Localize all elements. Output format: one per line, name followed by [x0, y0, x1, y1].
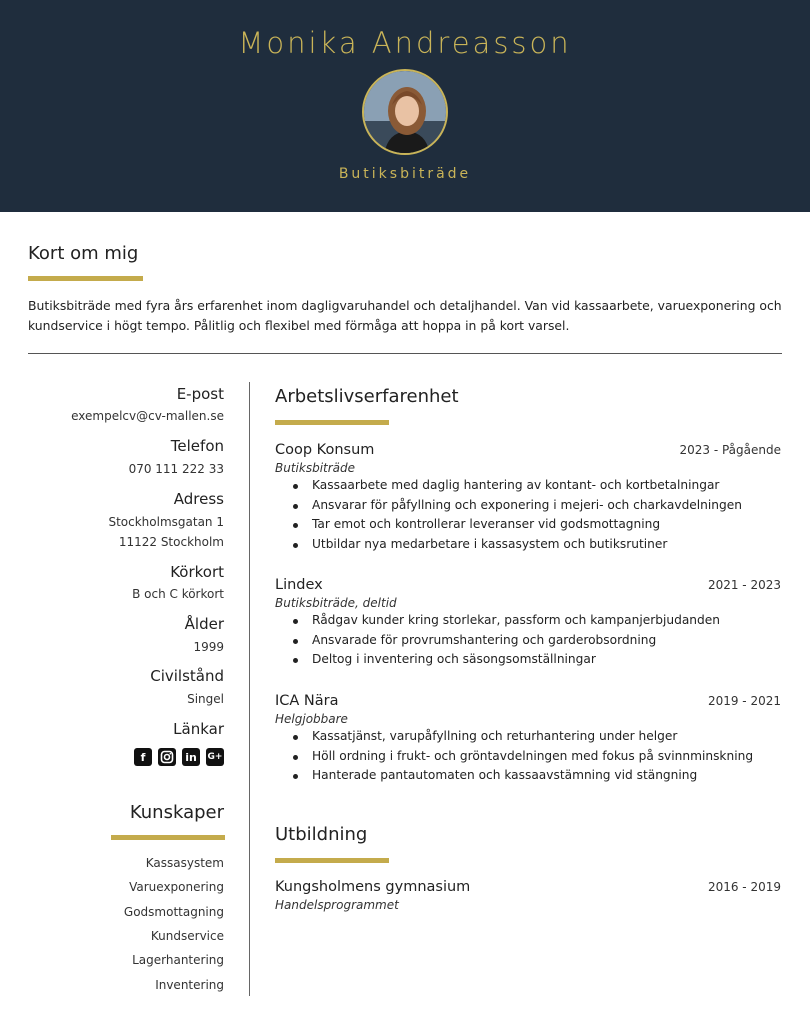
skill-item: Kassasystem: [145, 856, 224, 870]
education-program: Handelsprogrammet: [275, 898, 399, 912]
job-bullets: [275, 476, 781, 554]
facebook-icon[interactable]: f: [134, 748, 152, 766]
job-company: Lindex: [275, 577, 323, 593]
list-item: Höll ordning i frukt- och gröntavdelningen med fokus på svinnminskning: [275, 747, 781, 767]
job-role: Butiksbiträde: [275, 461, 356, 475]
social-links: [134, 748, 224, 766]
job-bullets: [275, 727, 781, 786]
job-entry: [275, 693, 781, 786]
skill-item: Varuexponering: [129, 880, 224, 894]
job-title: Butiksbiträde: [338, 166, 472, 182]
skill-item: Kundservice: [150, 929, 224, 943]
civil-status-label: Civilstånd: [150, 667, 224, 685]
job-bullets: [275, 611, 781, 670]
phone-label: Telefon: [170, 437, 224, 455]
education-entry: [275, 879, 781, 912]
candidate-name: Monika Andreasson: [238, 26, 572, 60]
school-name: Kungsholmens gymnasium: [275, 879, 471, 895]
job-company: Coop Konsum: [275, 442, 375, 458]
skills-heading: Kunskaper: [129, 802, 224, 823]
list-item: Hanterade pantautomaten och kassaavstämning vid stängning: [275, 766, 781, 786]
list-item: Kassatjänst, varupåfyllning och returhantering under helger: [275, 727, 781, 747]
about-underline: [28, 276, 143, 281]
list-item: Ansvarade för provrumshantering och garderobsordning: [275, 631, 781, 651]
education-heading: Utbildning: [275, 824, 368, 845]
address-line2: 11122 Stockholm: [118, 535, 224, 549]
job-role: Butiksbiträde, deltid: [275, 596, 397, 610]
instagram-icon[interactable]: [158, 748, 176, 766]
address-line1: Stockholmsgatan 1: [108, 515, 224, 529]
list-item: Tar emot och kontrollerar leveranser vid godsmottagning: [275, 515, 781, 535]
list-item: Kassaarbete med daglig hantering av kontant- och kortbetalningar: [275, 476, 781, 496]
job-entry: [275, 577, 781, 670]
experience-heading: Arbetslivserfarenhet: [275, 386, 459, 407]
header-banner: [0, 0, 810, 212]
phone-value[interactable]: 070 111 222 33: [128, 462, 224, 476]
section-divider: [28, 353, 782, 354]
linkedin-icon[interactable]: in: [182, 748, 200, 766]
email-label: E-post: [176, 385, 224, 403]
skills-underline: [111, 835, 225, 840]
google-plus-icon[interactable]: G+: [206, 748, 224, 766]
experience-underline: [275, 420, 389, 425]
list-item: Rådgav kunder kring storlekar, passform och kampanjerbjudanden: [275, 611, 781, 631]
education-underline: [275, 858, 389, 863]
license-label: Körkort: [170, 563, 224, 581]
about-text: Butiksbiträde med fyra års erfarenhet inom dagligvaruhandel och detaljhandel. Van vid kassaarbete, varuexponering och kundservice i högt tempo. Pålitlig och flexibel med förmåga att hoppa in på kort varsel.: [28, 298, 782, 333]
list-item: Deltog i inventering och säsongsomställningar: [275, 650, 781, 670]
about-heading: Kort om mig: [28, 243, 139, 264]
profile-photo: [362, 69, 448, 155]
column-divider: [249, 382, 250, 996]
links-label: Länkar: [173, 720, 224, 738]
civil-status-value: Singel: [187, 692, 224, 706]
email-value[interactable]: exempelcv@cv-mallen.se: [71, 409, 224, 423]
age-value: 1999: [193, 640, 224, 654]
job-company: ICA Nära: [275, 693, 339, 709]
job-date: 2021 - 2023: [707, 578, 781, 592]
age-label: Ålder: [184, 615, 224, 633]
job-role: Helgjobbare: [275, 712, 348, 726]
list-item: Utbildar nya medarbetare i kassasystem och butiksrutiner: [275, 535, 781, 555]
address-label: Adress: [173, 490, 224, 508]
skill-item: Inventering: [155, 978, 224, 992]
job-entry: [275, 442, 781, 554]
job-date: 2023 - Pågående: [679, 443, 781, 457]
skill-item: Lagerhantering: [132, 953, 224, 967]
license-value: B och C körkort: [132, 587, 224, 601]
job-date: 2019 - 2021: [707, 694, 781, 708]
education-date: 2016 - 2019: [707, 880, 781, 894]
skill-item: Godsmottagning: [123, 905, 224, 919]
list-item: Ansvarar för påfyllning och exponering i mejeri- och charkavdelningen: [275, 496, 781, 516]
